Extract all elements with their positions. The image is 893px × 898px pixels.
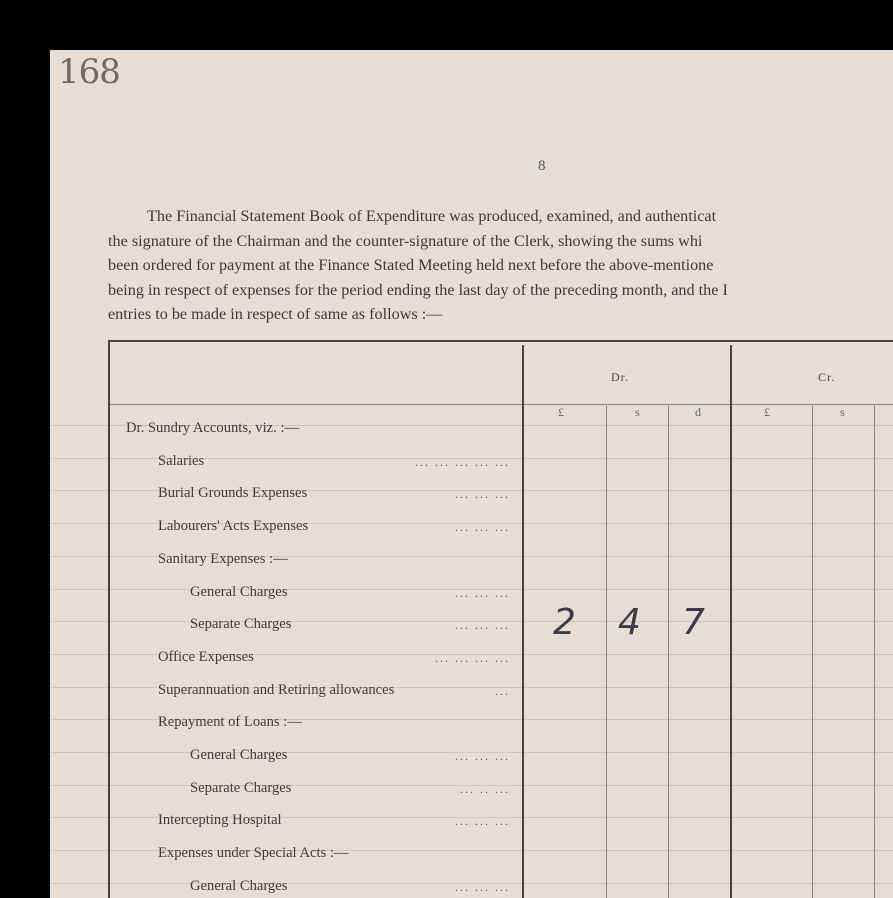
ledger-row-label: Salaries <box>158 452 205 469</box>
paragraph-line: the signature of the Chairman and the counter-signature of the Clerk, showing the sums whi <box>108 231 703 250</box>
cr-pounds-rule <box>812 406 813 898</box>
dr-column-rule <box>522 345 524 898</box>
leader-dots: ... ... ... <box>455 814 510 829</box>
cr-header: Cr. <box>818 370 836 384</box>
table-top-rule <box>108 340 893 342</box>
table-left-rule <box>108 340 110 898</box>
dr-pence-unit: d <box>695 405 701 419</box>
cr-shillings-unit: s <box>840 405 845 419</box>
leader-dots: ... ... ... <box>455 520 510 535</box>
ledger-row-label: Separate Charges <box>190 779 292 796</box>
leader-dots: ... ... ... ... <box>435 650 510 665</box>
ledger-row-label: General Charges <box>190 583 288 600</box>
cr-pounds-unit: £ <box>764 405 770 419</box>
page-number: 8 <box>538 158 546 174</box>
dr-shillings-rule <box>668 406 669 898</box>
handwritten-shillings: 4 <box>618 602 641 643</box>
ledger-row-label: Separate Charges <box>190 616 292 633</box>
dr-header: Dr. <box>611 370 629 384</box>
table-header-rule <box>108 404 893 405</box>
ledger-row-label: Labourers' Acts Expenses <box>158 518 309 535</box>
leader-dots: ... ... ... <box>455 585 510 600</box>
ledger-row-label: Intercepting Hospital <box>158 812 282 829</box>
ledger-row-label: Burial Grounds Expenses <box>158 485 308 502</box>
leader-dots: ... ... ... <box>455 749 510 763</box>
leader-dots: ... ... ... <box>455 618 510 633</box>
paragraph-line: being in respect of expenses for the period ending the last day of the preceding month, and the I <box>108 280 728 299</box>
leader-dots: ... ... ... <box>455 879 510 894</box>
leader-dots: ... .. ... <box>460 781 510 796</box>
paragraph-line: The Financial Statement Book of Expenditure was produced, examined, and authenticat <box>147 207 717 225</box>
paragraph-line: been ordered for payment at the Finance Stated Meeting held next before the above-mentione <box>108 256 714 274</box>
leader-dots: ... ... ... ... ... <box>415 454 510 469</box>
dr-shillings-unit: s <box>635 405 640 419</box>
ledger-row-label: Office Expenses <box>158 648 254 665</box>
ledger-row-label: General Charges <box>190 877 288 894</box>
leader-dots: ... <box>495 683 510 698</box>
ledger-row-label: Dr. Sundry Accounts, viz. :— <box>126 420 300 436</box>
dr-pounds-rule <box>606 406 607 898</box>
intro-paragraph <box>108 204 893 327</box>
ledger-row-label: Sanitary Expenses :— <box>158 550 288 567</box>
cr-column-rule <box>730 345 732 898</box>
leader-dots: ... ... ... <box>455 487 510 502</box>
ledger-row-label: Repayment of Loans :— <box>158 714 302 731</box>
handwritten-pounds: 2 <box>553 602 576 643</box>
ledger-row-label: Expenses under Special Acts :— <box>158 845 349 862</box>
paragraph-line: entries to be made in respect of same as follows :— <box>108 305 443 323</box>
ledger-page <box>50 50 893 898</box>
ledger-row-label: General Charges <box>190 747 288 763</box>
dr-pounds-unit: £ <box>558 405 564 419</box>
cr-shillings-rule <box>874 406 875 898</box>
ledger-row-label: Superannuation and Retiring allowances <box>158 681 395 698</box>
stamp-number: 168 <box>58 52 120 92</box>
handwritten-pence: 7 <box>682 602 705 643</box>
